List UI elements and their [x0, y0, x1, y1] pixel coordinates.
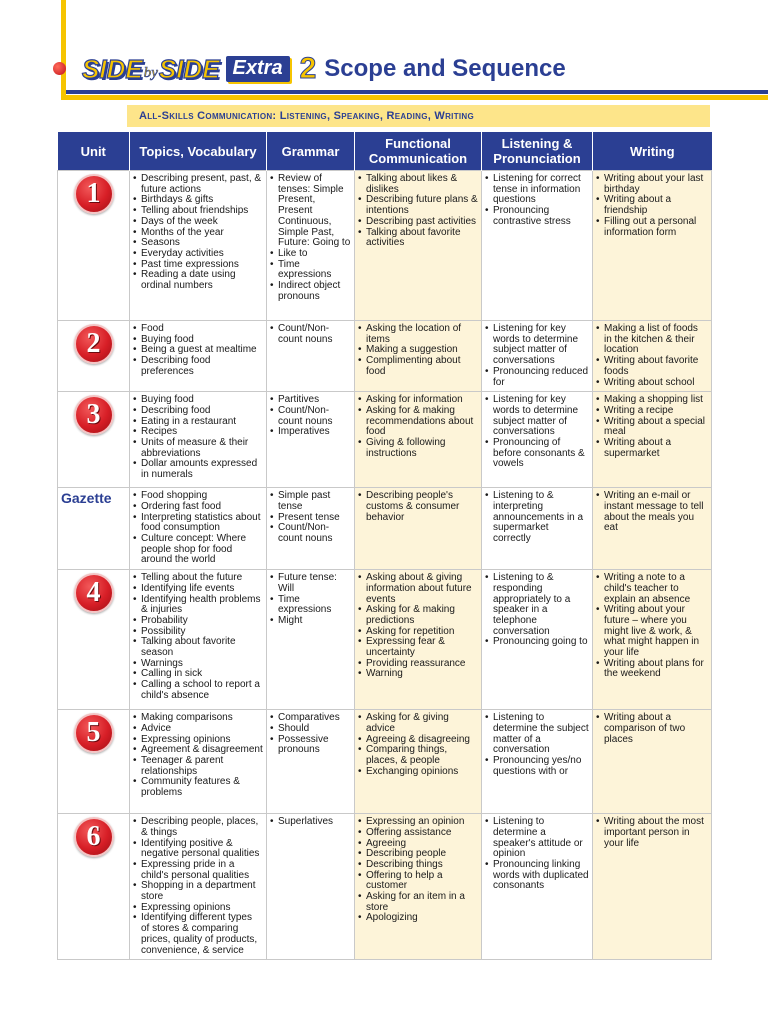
unit-number: 3 [86, 399, 101, 431]
list-item: • Writing an e-mail or instant message to tell about the meals you eat [596, 491, 708, 534]
list-item: • Asking for repetition [358, 627, 478, 638]
list-item: • Agreeing [358, 839, 478, 850]
list-item: • Filling out a personal information form [596, 217, 708, 238]
list-item: • Writing about plans for the weekend [596, 659, 708, 680]
list-item: • Expressing opinions [133, 735, 263, 746]
list-item: • Asking for & making recommendations about food [358, 406, 478, 438]
col-header-topics: Topics, Vocabulary [130, 132, 267, 171]
list-item: • Expressing fear & uncertainty [358, 637, 478, 658]
topics-list [133, 713, 263, 799]
writing-list [596, 573, 708, 680]
unit-number-badge [74, 395, 114, 435]
header-blue-rule [66, 90, 768, 94]
list-item: • Writing a recipe [596, 406, 708, 417]
writing-list [596, 174, 708, 238]
unit-cell [58, 710, 130, 814]
listening-list [485, 573, 589, 648]
listening-cell [482, 321, 593, 392]
list-item: • Superlatives [270, 817, 351, 828]
unit-cell [58, 171, 130, 321]
writing-list [596, 491, 708, 534]
list-item: • Writing a note to a child's teacher to explain an absence [596, 573, 708, 605]
grammar-cell [267, 321, 355, 392]
functional-cell [355, 392, 482, 488]
grammar-cell [267, 570, 355, 710]
unit-number: 1 [86, 178, 101, 209]
list-item: • Listening to determine the subject matter of a conversation [485, 713, 589, 756]
unit-cell [58, 392, 130, 488]
logo-extra: Extra [226, 56, 290, 82]
list-item: • Making a suggestion [358, 345, 478, 356]
list-item: • Describing food preferences [133, 356, 263, 377]
page-title: Scope and Sequence [324, 55, 566, 82]
list-item: • Describing things [358, 860, 478, 871]
list-item: • Comparing things, places, & people [358, 745, 478, 766]
writing-list [596, 713, 708, 745]
list-item: • Providing reassurance [358, 659, 478, 670]
list-item: • Expressing opinions [133, 903, 263, 914]
series-logo [82, 52, 566, 86]
list-item: • Review of tenses: Simple Present, Present Continuous, Simple Past, Future: Going to [270, 174, 351, 249]
list-item: • Talking about favorite activities [358, 228, 478, 249]
book-number: 2 [299, 52, 317, 85]
unit-cell [58, 488, 130, 570]
functional-cell [355, 488, 482, 570]
list-item: • Writing about the most important person in your life [596, 817, 708, 849]
list-item: • Describing future plans & intentions [358, 195, 478, 216]
list-item: • Expressing an opinion [358, 817, 478, 828]
list-item: • Asking for an item in a store [358, 892, 478, 913]
list-item: • Writing about a friendship [596, 195, 708, 216]
bullet-dot-icon [53, 62, 66, 75]
list-item: • Simple past tense [270, 491, 351, 512]
list-item: • Like to [270, 249, 351, 260]
gazette-label: Gazette [61, 490, 112, 507]
unit-number: 4 [86, 577, 101, 609]
topics-cell [130, 814, 267, 960]
grammar-list [270, 491, 351, 545]
list-item: • Dollar amounts expressed in numerals [133, 459, 263, 480]
functional-list [358, 174, 478, 249]
list-item: • Describing present, past, & future actions [133, 174, 263, 195]
list-item: • Culture concept: Where people shop for food around the world [133, 534, 263, 566]
writing-cell [593, 814, 712, 960]
list-item: • Exchanging opinions [358, 767, 478, 778]
grammar-cell [267, 171, 355, 321]
col-header-writing: Writing [593, 132, 712, 171]
functional-list [358, 817, 478, 924]
list-item: • Partitives [270, 395, 351, 406]
writing-cell [593, 171, 712, 321]
list-item: • Describing people [358, 849, 478, 860]
header-margin [0, 0, 64, 100]
list-item: • Asking about & giving information about future events [358, 573, 478, 605]
unit-number-badge [74, 324, 114, 364]
unit-number-badge [74, 713, 114, 753]
listening-list [485, 817, 589, 892]
skills-banner [127, 105, 710, 127]
table-row [58, 488, 712, 570]
list-item: • Seasons [133, 238, 263, 249]
table-row [58, 321, 712, 392]
list-item: • Identifying health problems & injuries [133, 595, 263, 616]
list-item: • Expressing pride in a child's personal qualities [133, 860, 263, 881]
list-item: • Months of the year [133, 228, 263, 239]
list-item: • Recipes [133, 427, 263, 438]
list-item: • Listening for key words to determine subject matter of conversations [485, 395, 589, 438]
listening-list [485, 324, 589, 388]
list-item: • Possibility [133, 627, 263, 638]
list-item: • Count/Non-count nouns [270, 324, 351, 345]
list-item: • Talking about favorite season [133, 637, 263, 658]
writing-cell [593, 321, 712, 392]
topics-list [133, 573, 263, 701]
listening-list [485, 713, 589, 777]
grammar-list [270, 395, 351, 438]
grammar-list [270, 573, 351, 627]
list-item: • Describing food [133, 406, 263, 417]
list-item: • Shopping in a department store [133, 881, 263, 902]
writing-cell [593, 710, 712, 814]
table-row [58, 171, 712, 321]
list-item: • Writing about your future – where you might live & work, & what might happen in your life [596, 605, 708, 659]
list-item: • Describing people, places, & things [133, 817, 263, 838]
list-item: • Advice [133, 724, 263, 735]
list-item: • Making a list of foods in the kitchen & their location [596, 324, 708, 356]
listening-list [485, 491, 589, 545]
list-item: • Food [133, 324, 263, 335]
list-item: • Identifying positive & negative personal qualities [133, 839, 263, 860]
skills-banner-text: All-Skills Communication: Listening, Speaking, Reading, Writing [139, 110, 475, 122]
writing-cell [593, 570, 712, 710]
list-item: • Warning [358, 669, 478, 680]
list-item: • Writing about a supermarket [596, 438, 708, 459]
list-item: • Pronouncing yes/no questions with or [485, 756, 589, 777]
listening-cell [482, 710, 593, 814]
list-item: • Making comparisons [133, 713, 263, 724]
list-item: • Giving & following instructions [358, 438, 478, 459]
table-row [58, 570, 712, 710]
list-item: • Pronouncing going to [485, 637, 589, 648]
header-yellow-rule [61, 95, 768, 100]
list-item: • Units of measure & their abbreviations [133, 438, 263, 459]
functional-cell [355, 171, 482, 321]
unit-cell [58, 814, 130, 960]
functional-cell [355, 321, 482, 392]
list-item: • Time expressions [270, 260, 351, 281]
list-item: • Asking for & giving advice [358, 713, 478, 734]
list-item: • Complimenting about food [358, 356, 478, 377]
grammar-cell [267, 392, 355, 488]
col-header-listening: Listening & Pronunciation [482, 132, 593, 171]
col-header-grammar: Grammar [267, 132, 355, 171]
table-row [58, 392, 712, 488]
unit-number: 5 [86, 717, 101, 749]
grammar-cell [267, 814, 355, 960]
unit-number-badge [74, 174, 114, 214]
list-item: • Listening to determine a speaker's attitude or opinion [485, 817, 589, 860]
logo-side-2: SIDE [158, 53, 220, 84]
list-item: • Agreement & disagreement [133, 745, 263, 756]
grammar-list [270, 324, 351, 345]
unit-number-badge [74, 573, 114, 613]
list-item: • Comparatives [270, 713, 351, 724]
topics-cell [130, 171, 267, 321]
list-item: • Buying food [133, 335, 263, 346]
list-item: • Eating in a restaurant [133, 417, 263, 428]
unit-cell [58, 321, 130, 392]
topics-cell [130, 570, 267, 710]
list-item: • Possessive pronouns [270, 735, 351, 756]
grammar-list [270, 817, 351, 828]
list-item: • Describing past activities [358, 217, 478, 228]
list-item: • Teenager & parent relationships [133, 756, 263, 777]
listening-cell [482, 488, 593, 570]
functional-cell [355, 814, 482, 960]
listening-list [485, 395, 589, 470]
list-item: • Time expressions [270, 595, 351, 616]
unit-number: 6 [86, 821, 101, 853]
list-item: • Listening to & interpreting announcements in a supermarket correctly [485, 491, 589, 545]
topics-cell [130, 488, 267, 570]
functional-list [358, 491, 478, 523]
table-row [58, 710, 712, 814]
list-item: • Should [270, 724, 351, 735]
list-item: • Listening for correct tense in information questions [485, 174, 589, 206]
list-item: • Identifying life events [133, 584, 263, 595]
list-item: • Future tense: Will [270, 573, 351, 594]
topics-list [133, 324, 263, 378]
writing-list [596, 395, 708, 459]
table-header-row [58, 132, 712, 171]
list-item: • Might [270, 616, 351, 627]
list-item: • Count/Non-count nouns [270, 523, 351, 544]
listening-cell [482, 392, 593, 488]
list-item: • Talking about likes & dislikes [358, 174, 478, 195]
functional-list [358, 324, 478, 378]
list-item: • Writing about school [596, 378, 708, 389]
list-item: • Listening to & responding appropriately to a speaker in a telephone conversation [485, 573, 589, 637]
list-item: • Community features & problems [133, 777, 263, 798]
list-item: • Listening for key words to determine subject matter of conversations [485, 324, 589, 367]
list-item: • Reading a date using ordinal numbers [133, 270, 263, 291]
list-item: • Describing people's customs & consumer behavior [358, 491, 478, 523]
list-item: • Everyday activities [133, 249, 263, 260]
list-item: • Probability [133, 616, 263, 627]
unit-number: 2 [86, 328, 101, 359]
list-item: • Days of the week [133, 217, 263, 228]
table-row [58, 814, 712, 960]
logo-side-1: SIDE [82, 53, 143, 84]
listening-cell [482, 570, 593, 710]
table-body [58, 171, 712, 960]
col-header-functional: Functional Communication [355, 132, 482, 171]
list-item: • Past time expressions [133, 260, 263, 271]
list-item: • Writing about your last birthday [596, 174, 708, 195]
list-item: • Pronouncing reduced for [485, 367, 589, 388]
functional-cell [355, 710, 482, 814]
list-item: • Interpreting statistics about food consumption [133, 513, 263, 534]
list-item: • Asking for & making predictions [358, 605, 478, 626]
unit-number-badge [74, 817, 114, 857]
list-item: • Asking for information [358, 395, 478, 406]
list-item: • Identifying different types of stores & comparing prices, quality of products, convenience, & service [133, 913, 263, 956]
col-header-unit: Unit [58, 132, 130, 171]
logo-by: by [143, 64, 158, 81]
functional-list [358, 713, 478, 777]
list-item: • Offering to help a customer [358, 871, 478, 892]
functional-list [358, 395, 478, 459]
writing-cell [593, 392, 712, 488]
list-item: • Buying food [133, 395, 263, 406]
list-item: • Calling a school to report a child's absence [133, 680, 263, 701]
list-item: • Being a guest at mealtime [133, 345, 263, 356]
grammar-list [270, 174, 351, 302]
list-item: • Pronouncing of before consonants & vowels [485, 438, 589, 470]
functional-list [358, 573, 478, 680]
list-item: • Pronouncing linking words with duplicated consonants [485, 860, 589, 892]
list-item: • Telling about the future [133, 573, 263, 584]
list-item: • Food shopping [133, 491, 263, 502]
grammar-cell [267, 488, 355, 570]
topics-cell [130, 321, 267, 392]
header-yellow-rule-vertical [61, 0, 66, 100]
list-item: • Writing about favorite foods [596, 356, 708, 377]
list-item: • Present tense [270, 513, 351, 524]
listening-cell [482, 814, 593, 960]
list-item: • Writing about a special meal [596, 417, 708, 438]
topics-cell [130, 710, 267, 814]
unit-cell [58, 570, 130, 710]
list-item: • Imperatives [270, 427, 351, 438]
writing-cell [593, 488, 712, 570]
scope-table [57, 132, 712, 960]
topics-list [133, 491, 263, 566]
listening-cell [482, 171, 593, 321]
functional-cell [355, 570, 482, 710]
list-item: • Count/Non-count nouns [270, 406, 351, 427]
list-item: • Apologizing [358, 913, 478, 924]
list-item: • Agreeing & disagreeing [358, 735, 478, 746]
list-item: • Writing about a comparison of two places [596, 713, 708, 745]
topics-list [133, 817, 263, 956]
topics-cell [130, 392, 267, 488]
list-item: • Warnings [133, 659, 263, 670]
list-item: • Calling in sick [133, 669, 263, 680]
list-item: • Indirect object pronouns [270, 281, 351, 302]
list-item: • Ordering fast food [133, 502, 263, 513]
list-item: • Telling about friendships [133, 206, 263, 217]
writing-list [596, 817, 708, 849]
list-item: • Birthdays & gifts [133, 195, 263, 206]
list-item: • Pronouncing contrastive stress [485, 206, 589, 227]
list-item: • Offering assistance [358, 828, 478, 839]
topics-list [133, 174, 263, 292]
listening-list [485, 174, 589, 228]
grammar-list [270, 713, 351, 756]
list-item: • Asking the location of items [358, 324, 478, 345]
grammar-cell [267, 710, 355, 814]
topics-list [133, 395, 263, 481]
list-item: • Making a shopping list [596, 395, 708, 406]
writing-list [596, 324, 708, 388]
